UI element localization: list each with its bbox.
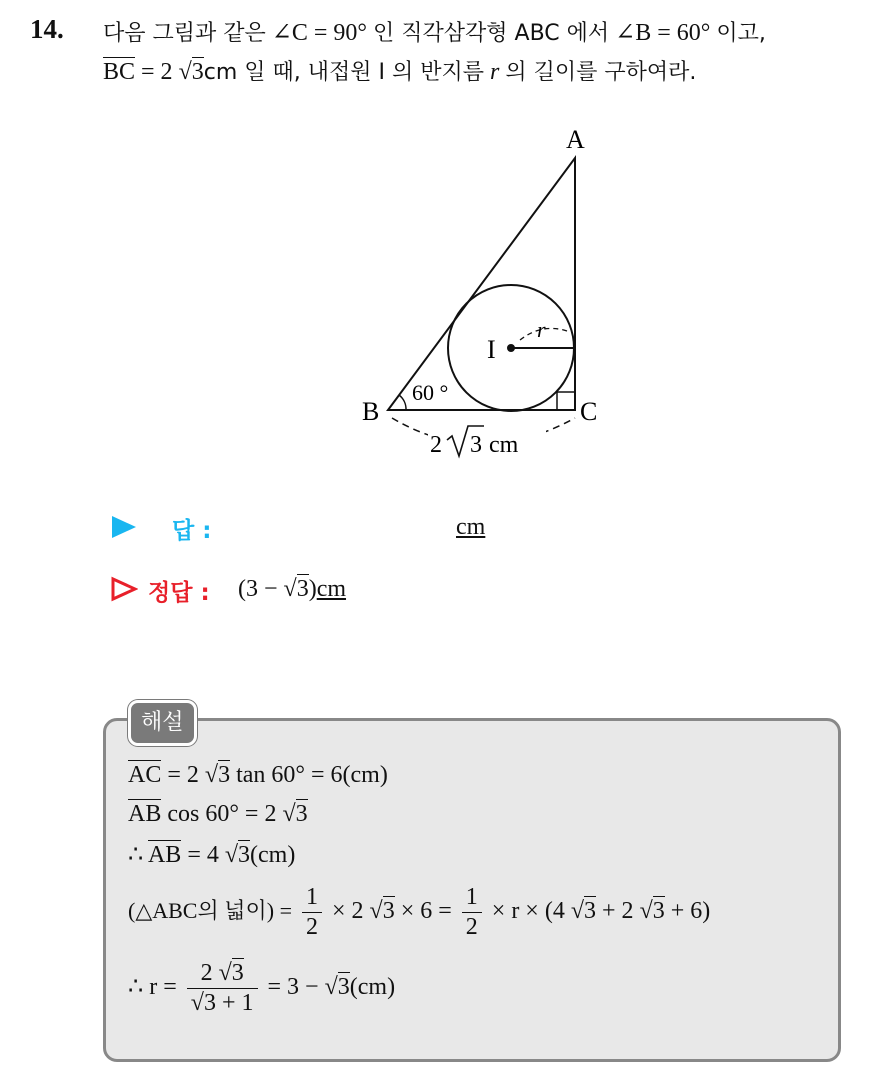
angle-arc	[399, 395, 406, 410]
fraction-radius: $\frac{2 √3}{√3 + 1}$	[187, 960, 258, 1017]
base-coefficient: 2	[430, 432, 442, 458]
solution-line-5: ∴ r = $\frac{2 √3}{√3 + 1}$ = 3 − √3(cm)	[128, 960, 396, 1016]
fraction-one-half-2: $\frac{1}{2}$	[462, 884, 482, 941]
correct-value: (3 − √3)cm	[238, 576, 347, 602]
solution-line-2: AB cos 60° = 2 √3	[128, 801, 308, 827]
triangle-abc	[388, 158, 575, 410]
fraction-one-half: $\frac{1}{2}$	[302, 884, 322, 941]
question-number: 14.	[30, 14, 64, 44]
label-c: C	[580, 397, 598, 426]
right-angle-mark	[557, 392, 575, 410]
label-b: B	[362, 397, 380, 426]
filled-triangle-icon	[110, 514, 138, 540]
label-r: r	[537, 317, 546, 342]
solution-line-4: (△ABC의 넓이) = $\frac{1}{2}$ × 2 √3 × 6 = $\frac{1}{2}$ × r × (4 √3 + 2 √3 + 6)	[128, 884, 711, 940]
solution-tag: 해설	[128, 700, 197, 746]
base-unit: cm	[489, 432, 519, 458]
question-line-2: BC = 2 √3cm 일 때, 내접원 I 의 반지름 r 의 길이를 구하여라.	[103, 59, 697, 85]
base-radicand: 3	[470, 432, 482, 458]
outline-triangle-icon	[110, 576, 138, 602]
triangle-figure	[350, 120, 620, 470]
label-i: I	[487, 335, 496, 364]
solution-line-1: AC = 2 √3 tan 60° = 6(cm)	[128, 762, 388, 788]
label-a: A	[566, 125, 585, 154]
answer-label: 답 :	[172, 518, 212, 544]
answer-unit[interactable]: cm	[456, 514, 486, 540]
angle-label: 60 °	[412, 380, 449, 405]
correct-label: 정답 :	[148, 580, 210, 606]
question-line-1: 다음 그림과 같은 ∠C = 90° 인 직각삼각형 ABC 에서 ∠B = 60° 이고,	[103, 20, 766, 46]
base-label-bg	[428, 428, 546, 460]
solution-line-3: ∴ AB = 4 √3(cm)	[128, 842, 296, 868]
